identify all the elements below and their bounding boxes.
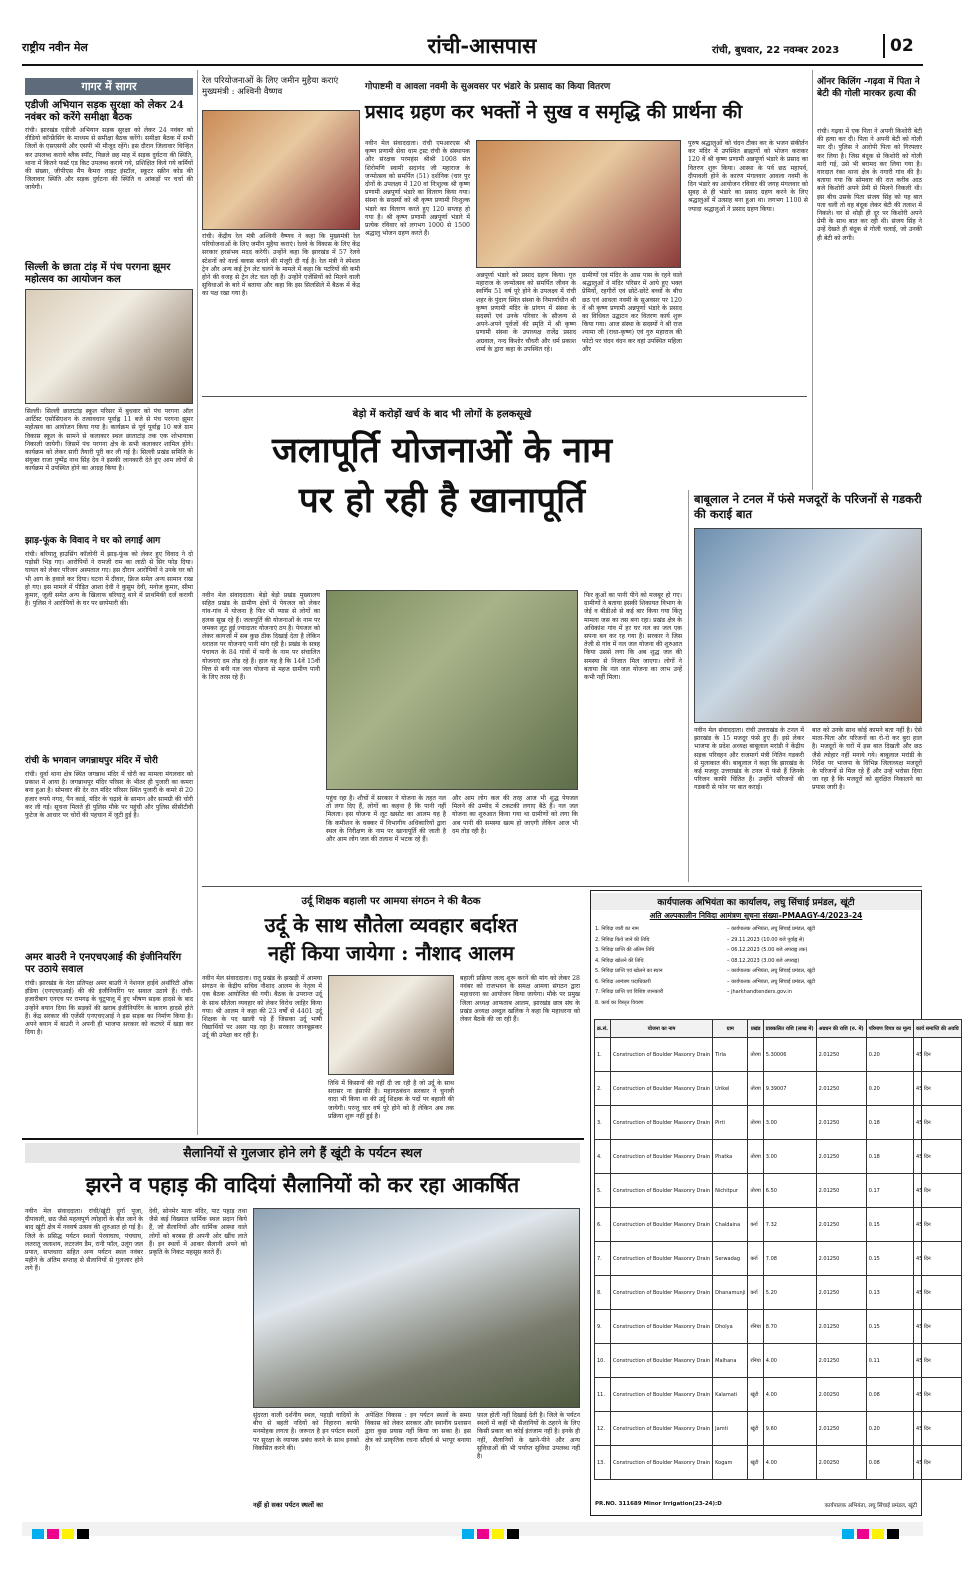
tender-cell-no: 9. [595,1310,611,1344]
tender-cell-emd: 2.01250 [816,1140,866,1174]
tender-cell-fee: 0.08 [866,1378,913,1412]
col-header: ग्राम [713,1020,748,1038]
brief-3-headline: झाड़-फूंक के विवाद ने घर को लगाई आग [25,536,161,546]
tender-cell-no: 13. [595,1446,611,1480]
bhandara-photo-1 [476,140,681,268]
tender-cell-period: 45 दिन [914,1412,962,1446]
masthead-rule [22,64,923,66]
tender-info-label: 7. निविदा प्राप्ति एवं विशिष्ट जानकारी [595,989,664,995]
tender-cell-emd: 2.01250 [816,1412,866,1446]
tourism-body-5: फ़ाल होती नहीं दिखाई देती है। जिले के पर्यटन स्थलों में कहीं भी सैलानियों के ठहरने के लिए किसी प्रकार का कोई इंतजाम नहीं है। इनके ही नहीं, सैलानियों के खाने-पीने और अन्य सुविधाओं की भी पर्याप्त सुविधा उपलब्ध नहीं है। [477,1412,580,1461]
tender-cell-amt: 4.00 [763,1446,816,1480]
silli-meeting-photo [25,289,193,404]
urdu-body-3: बहाली प्रक्रिया जल्द शुरू करने की मांग को लेकर 28 नवंबर को राजभवन के समक्ष आमया संगठन द्वारा महाधरना का आयोजन किया जायेगा। मौके पर प्रमुख जिला अध्यक्ष आफताब आलम, झारखंड छात्र संघ के प्रखंड अध्यक्ष अब्दुल खलिक ने कहा कि महाधरना को लेकर बैठकें की जा रही हैं। [460,975,580,1024]
tourism-subhead: नहीं हो सका पर्यटन स्थलों का [253,1501,323,1509]
tender-table-row [595,1174,962,1208]
tender-cell-fee: 0.08 [866,1446,913,1480]
col-header: कार्य समाप्ति की अवधि [914,1020,962,1038]
tender-cell-no: 1. [595,1038,611,1072]
tender-cell-work: Construction of Boulder Masonry Drain [611,1242,713,1276]
tender-cell-work: Construction of Boulder Masonry Drain [611,1208,713,1242]
tender-cell-fee: 0.13 [866,1276,913,1310]
tourism-headline: झरने व पहाड़ की वादियां सैलानियों को कर रहा आकर्षित [85,1172,520,1197]
tender-cell-work: Construction of Boulder Masonry Drain [611,1072,713,1106]
tender-info-label: 3. निविदा प्राप्ति की अंतिम तिथि [595,947,655,953]
urdu-kicker: उर्दू शिक्षक बहाली पर आमया संगठन ने की बैठक [301,896,481,907]
tender-cell-period: 45 दिन [914,1106,962,1140]
tender-info-value: – 29.11.2023 (10.00 बजे पूर्वाह्न से) [727,936,805,943]
tender-cell-emd: 2.01250 [816,1310,866,1344]
tender-cell-fee: 0.20 [866,1072,913,1106]
babulal-headline: बाबूलाल ने टनल में फंसे मजदूरों के परिजनों से गडकरी की कराई बात [694,492,922,521]
water-headline-2: पर हो रही है खानापूर्ति [298,480,586,521]
tender-table-row [595,1072,962,1106]
tender-cell-fee: 0.20 [866,1038,913,1072]
babulal-gadkari-photo [694,528,922,723]
cyan-swatch [462,1529,474,1539]
water-body-1: नवीन मेल संवाददाता। बेड़ो बेड़ो प्रखंड मुख्यालय सहित प्रखंड के ग्रामीण क्षेत्रों में पेयजल को लेकर गांव-गांव में योजना है फिर भी प्यास से लोगों का हलक सूख रहे हैं। जलापूर्ति की योजनाओं के नाम पर जमकर लूट हुई ज्यादातर योजनाएं ठप है। पेयजल को लेकर कागजों में सब कुछ ठीक दिखाई देता है लेकिन धरातल पर योजनाएं पानी मांग रही है। प्रखंड के सत्रह पंचायत के 84 गांवों में पानी के नाम पर संचालित योजनाएं दम तोड़ रहे हैं। हाल यह है कि 14वें 15वीं वित्त से बनी नल जल योजना से महज ग्रामीण पानी के लिए तरस रहे हैं। [202,592,320,682]
tender-office: कार्यपालक अभियंता का कार्यालय, लघु सिंचाई प्रमंडल, खूंटी [591,893,921,910]
tender-info-value: – कार्यपालक अभियंता, लघु सिंचाई प्रमंडल, खूंटी [727,968,816,974]
tender-cell-emd: 2.01250 [816,1208,866,1242]
cmyk-bar [22,1522,923,1536]
tourism-body-2: देवी, सोनमेर माता मंदिर, पाट पहाड़ तथा जैसे कई विख्यात धार्मिक स्थल प्रदान किये हैं, जो सैलानियों और धार्मिक आस्था वाले लोगों को बरबस ही अपनी ओर खींच लाते हैं। इन स्थलों में आकर सैलानी अपने को प्रकृति के निकट महसूस करते हैं। [149,1208,247,1257]
tender-table-row [595,1412,962,1446]
tender-cell-period: 45 दिन [914,1242,962,1276]
water-headline-1: जलापूर्ति योजनाओं के नाम [271,430,613,471]
cmyk-swatches-mid [462,1524,522,1543]
tender-cell-work: Construction of Boulder Masonry Drain [611,1174,713,1208]
col-header: योजना का नाम [611,1020,713,1038]
tender-cell-village: Dhanamunji [713,1276,748,1310]
tourism-body-1: नवीन मेल संवाददाता। रांची/खूंटी दुर्गा पूजा, दीपावली, छठ जैसे महत्वपूर्ण त्योहारों के बीत जाने के बाद खूंटी क्षेत्र में नववर्ष उत्सव की शुरुआत हो गई है। जिले के प्रसिद्ध पर्यटन स्थलों पेरवाघाघ, पंचघाघ, लतरातू जलाशय, लटरजंग डैम, रानी फॉल, उलूंग जल प्रपात, सप्तधारा सहित अन्य पर्यटन स्थल नवंबर महीने के अंतिम सप्ताह से सैलानियों से गुलजार होने लगे हैं। [25,1208,143,1273]
brief-4-headline: रांची के भगवान जगन्नाथपुर मंदिर में चोरी [25,756,158,766]
yellow-swatch [872,1529,884,1539]
brief-4-body: रांची। धुर्वा थाना क्षेत्र स्थित जगन्नाथ मंदिर में चोरी का मामला मंगलवार को प्रकाश में आया है। जगन्नाथपुर मंदिर परिसर के भीतर ही पुजारी का कमरा बना हुआ है। सोमवार की देर रात मंदिर परिसर स्थित पुजारी के कमरे से 20 हजार रुपये नगद, पैन कार्ड, मंदिर के चढ़ावे के सामान और सामग्री की चोरी कर ली गई। सूचना मिलते ही पुलिस मौके पर पहुंची और पुलिस सीसीटीवी फुटेज के आधार पर चोरों की पहचान में जुटी हुई है। [25,771,193,820]
tender-cell-block: तोरपा [748,1140,763,1174]
tender-cell-amt: 9.60 [763,1412,816,1446]
page-number-divider [883,34,885,58]
tender-cell-amt: 4.00 [763,1378,816,1412]
bhandara-body-3: ग्रामीणों एवं मंदिर के आस पास के रहने वाले श्रद्धालुओं ने मंदिर परिसर में आये हुए भक्त प्रेमियों, रहगीरों एवं छोटे-छोटे बच्चों के बीच छठ एवं आवला नवमी के सुअवसर पर 120 वें श्री कृष्ण प्रणामी अन्नपूर्णा भंडारे के प्रसाद का विधिवत उद्घाटन कर वितरण कार्य शुरू किया गया। आज संस्था के सदस्यों ने श्री राज श्यामा जी (राधा-कृष्ण) एवं गुरु महाराज की फोटो पर चंदन वंदन कर वहां उपस्थित महिला और [582,272,682,353]
tender-cell-village: Nichitpur [713,1174,748,1208]
tender-cell-block: तोरपा [748,1038,763,1072]
tender-cell-work: Construction of Boulder Masonry Drain [611,1310,713,1344]
tender-cell-fee: 0.20 [866,1412,913,1446]
page-number: 02 [890,36,914,56]
col-divider-1 [197,70,198,1135]
tender-info-label: 6. निविदा आमंत्रण पदाधिकारी [595,978,651,985]
tender-title: अति अल्पकालीन निविदा आमंत्रण सूचना संख्या–PMAAGY-4/2023-24 [649,911,863,920]
tender-cell-work: Construction of Boulder Masonry Drain [611,1038,713,1072]
tourism-body-4: अपेक्षित विकास : इन पर्यटन स्थलों के समग्र विकास को लेकर सरकार और स्थानीय प्रशासन द्वारा कुछ प्रयास नहीं किया जा सका है। इस क्षेत्र को प्राकृतिक रचना सौंदर्य से भरपूर बनाया है। [365,1412,471,1452]
tender-cell-work: Construction of Boulder Masonry Drain [611,1412,713,1446]
tender-table-row [595,1242,962,1276]
tender-cell-village: Dholya [713,1310,748,1344]
tender-pr-number: PR.NO. 311689 Minor Irrigation(23-24):D [595,1501,722,1507]
babulal-body-2: बात को उनके साथ कोई कामने बता नहीं है। ऐसे माता-पिता और परिजनों का रो-रो कर बुरा हाल है। मजदूरों के घरों में इस बात दिखती और छठ जैसे त्योहार नहीं मनाये गये। बाबूलाल मरांडी के निर्देश पर भाजपा के विभिन्न जिलाध्यक्ष मजदूरों के परिजनों से मिल रहे हैं और उन्हें भरोसा दिया जा रहा है कि मजदूरों को सुरक्षित निकालने का प्रयास जारी है। [812,727,922,792]
tender-cell-work: Construction of Boulder Masonry Drain [611,1378,713,1412]
bhandara-body-4: पुरुष श्रद्धालुओं को चंदन टीका कर के भजन संकीर्तन कर मंदिर में उपस्थित ब्राह्मणों को भोजन कराकर 120 वें श्री कृष्ण प्रणामी अन्नपूर्णा भंडारे के प्रसाद का वितरण शुरू किया। आस्था के पर्व छठ महापर्व, दीपावली होने के कारण मंगलवार आवला नवमी के दिन भंडारे का आयोजन रविवार की जगह मंगलवार को सुबह से ही भंडारे का प्रसाद ग्रहण करने के लिए श्रद्धालुओं में उत्साह बना हुआ था। लगभग 1100 से ज्यादा श्रद्धालुओं ने प्रसाद ग्रहण किया। [688,140,808,213]
tender-info-label: 1. निविदा जारी का नाम [595,926,639,932]
tender-cell-amt: 7.08 [763,1242,816,1276]
tender-cell-village: Serwadag [713,1242,748,1276]
tender-cell-period: 45 दिन [914,1072,962,1106]
tender-cell-amt: 5.30006 [763,1038,816,1072]
magenta-swatch [47,1529,59,1539]
tender-cell-emd: 2.01250 [816,1344,866,1378]
tender-table-header [595,1020,962,1038]
tourism-kicker: सैलानियों से गुलजार होने लगे हैं खूंटी के पर्यटन स्थल [25,1143,580,1163]
tender-cell-fee: 0.18 [866,1106,913,1140]
yellow-swatch [62,1529,74,1539]
tender-cell-block: खूंटी [748,1378,763,1412]
tender-cell-amt: 5.20 [763,1276,816,1310]
tender-cell-block: तोरपा [748,1174,763,1208]
black-swatch [507,1529,519,1539]
tender-footer [595,1501,917,1513]
tender-table-wrap [594,1019,959,1480]
tender-cell-work: Construction of Boulder Masonry Drain [611,1140,713,1174]
rule-mid-2 [202,886,922,887]
honor-killing-headline: ऑनर किलिंग -गढ़वा में पिता ने बेटी की गोली मारकर हत्या की [817,77,920,99]
tender-cell-work: Construction of Boulder Masonry Drain [611,1106,713,1140]
tender-cell-amt: 4.00 [763,1344,816,1378]
tender-cell-period: 45 दिन [914,1446,962,1480]
tender-cell-emd: 2.01250 [816,1072,866,1106]
tender-cell-emd: 2.01250 [816,1242,866,1276]
tender-cell-village: Phatka [713,1140,748,1174]
tender-cell-amt: 7.32 [763,1208,816,1242]
water-tank-photo [326,590,578,790]
tender-cell-amt: 3.00 [763,1106,816,1140]
black-swatch [77,1529,89,1539]
tender-cell-no: 5. [595,1174,611,1208]
tender-cell-emd: 2.00250 [816,1378,866,1412]
tender-cell-village: Kogam [713,1446,748,1480]
bhandara-kicker: गोपाष्टमी व आवला नवमी के सुअवसर पर भंडारे के प्रसाद का किया वितरण [365,82,611,92]
tourism-body-3: सुंदरता वाली दर्शनीय स्थल, पहाड़ी वादियों के बीच से बहती नदियों को निहारना काफी मनमोहक लगता है। जरूरत है इन पर्यटन स्थलों पर सुरक्षा के व्यापक प्रबंध करने के साथ इनको विकसित करने की। [253,1412,359,1452]
tender-cell-period: 45 दिन [914,1344,962,1378]
tender-cell-fee: 0.18 [866,1140,913,1174]
tender-cell-village: Kalamati [713,1378,748,1412]
urdu-body-1: नवीन मेल संवाददाता। रातू प्रखंड के झखड़ी में आमया संगठन के केंद्रीय सचिव नौशाद आलम के नेतृत्व में एक बैठक आयोजित की गयी। बैठक के उपरान्त उर्दू के साथ सौतेला व्यवहार को लेकर विरोध जाहिर किया गया। श्री आलम ने कहा की 23 वर्षों से 4401 उर्दू शिक्षक के पद खाली पड़े हैं जिसका उर्दू भाषी विद्यार्थियों पर असर पड़ रहा है। सरकार जानबूझकर उर्दू की उपेक्षा कर रही है। [202,975,322,1040]
brief-3-body: रांची। बरियातू हाउसिंग कॉलोनी में झाड़-फूंक को लेकर हुए विवाद ने दो पड़ोसी भिड़ गए। आरोपियों ने रामजी राम का लाठी से सिर फोड़ दिया। घायल को लेकर परिजन अस्पताल गए। इस दौरान आरोपियों ने उनके घर को भी आग के हवाले कर दिया। घटना में दीवार, फ्रिज समेत अन्य सामान राख हो गए। इस मामले में पीड़ित आशा देवी ने कुसुम देवी, मनोज कुमार, सीमा कुमार, जूली समेत अन्य के खिलाफ बरियातू थाने में प्राथमिकी दर्ज करायी है। पुलिस ने आरोपियों के घर पर छापेमारी की। [25,551,193,608]
col-header: प्रखंड [748,1020,763,1038]
tender-cell-block: तोरपा [748,1106,763,1140]
tender-cell-fee: 0.15 [866,1310,913,1344]
tender-cell-period: 45 दिन [914,1378,962,1412]
brief-1-headline: एडीजी अभियान सड़क सुरक्षा को लेकर 24 नवंबर को करेंगे समीक्षा बैठक [25,100,184,123]
tender-cell-no: 12. [595,1412,611,1446]
tender-cell-village: Chaldaina [713,1208,748,1242]
tender-cell-period: 45 दिन [914,1140,962,1174]
tender-cell-amt: 8.70 [763,1310,816,1344]
tender-cell-no: 10. [595,1344,611,1378]
col-divider-2 [812,70,813,490]
water-kicker: बेड़ो में करोड़ों खर्च के बाद भी लोगों के हलकसूखे [352,409,532,420]
tender-cell-village: Urikel [713,1072,748,1106]
tender-info-label: 4. निविदा खोलने की तिथि [595,957,644,964]
tender-info-label: 8. कार्य का विस्तृत विवरण [595,999,644,1006]
tender-cell-block: कर्रा [748,1276,763,1310]
honor-killing-body: रांची। गढ़वा में एक पिता ने अपनी किशोरी बेटी की हत्या कर दी। पिता ने अपनी बेटी को गोली मार दी। पुलिस ने आरोपी पिता को गिरफ्तार कर लिया है। जिस बंदूक से किशोरी को गोली मारी गई, उसे भी बरामद कर लिया गया है। वारदात रंका थाना क्षेत्र के नगारी गांव की है। बताया गया कि सोमवार की रात करीब आठ बजे किशोरी अपने प्रेमी से मिलने निकली थी। इस बीच उसके पिता संजय सिंह को यह बात पता चली तो वह बंदूक लेकर बेटी की तलाश में निकले। घर से थोड़ी ही दूर पर किशोरी अपने प्रेमी के साथ बात कर रही थी। संजय सिंह ने उन्हें देखते ही बंदूक से गोली चलाई, जो उनकी ही बेटी को लगी। [817,128,922,242]
water-body-2: पहुंच रहा है। शौचों में सरकार ने योजना के तहत नल तो लगा दिए हैं, लोगों का कहना है कि पानी नहीं मिलता। इस योजना में लूट खसोट का आलम यह है कि कमीशन के चक्कर में विभागीय अधिकारियों द्वारा स्थल के निरीक्षण के नाम पर खानापूर्ति की जाती है और आम लोग जल की तलाश में भटक रहे हैं। [326,795,446,844]
waterfall-photo [253,1208,580,1408]
tender-cell-no: 7. [595,1242,611,1276]
brief-5-body: रांची। झारखंड के नेता प्रतिपक्ष अमर बाउरी ने नेशनल हाईवे अथॉरिटी ऑफ इंडिया (एनएचएआई) की की इंजीनियरिंग पर सवाल उठाये हैं। रांची-हजारीबाग एनएच पर रामगढ़ के चुटूपालू में हुए भीषण सड़क हादसे के बाद उन्होंने बयान दिया कि सड़कों की खराब इंजीनियरिंग के कारण हादसे होते हैं। केंद्र सरकार की एजेंसी एनएचएआई ने इस सड़क का निर्माण किया है। अपने बयान में बाउरी ने अपनी ही भाजपा सरकार को कटघरे में खड़ा कर दिया है। [25,980,193,1037]
tender-info-value: – कार्यपालक अभियंता, लघु सिंचाई प्रमंडल, खूंटी [727,978,816,985]
tender-info-value: – 06.12.2023 (5.00 बजे अपराह्न तक) [727,947,808,953]
tender-info-label: 2. निविदा किये जाने की तिथि [595,936,650,943]
tender-cell-no: 2. [595,1072,611,1106]
tender-cell-period: 45 दिन [914,1310,962,1344]
tender-cell-fee: 0.15 [866,1242,913,1276]
tender-info-block [595,924,917,1016]
tender-table-row [595,1276,962,1310]
tender-cell-no: 11. [595,1378,611,1412]
tender-cell-village: Malhana [713,1344,748,1378]
tender-cell-work: Construction of Boulder Masonry Drain [611,1344,713,1378]
tender-cell-emd: 2.01250 [816,1106,866,1140]
magenta-swatch [857,1529,869,1539]
tender-cell-village: Jamti [713,1412,748,1446]
tender-info-label: 5. निविदा प्राप्ति एवं खोलने का स्थान [595,968,663,974]
tender-table-row [595,1208,962,1242]
tender-cell-fee: 0.11 [866,1344,913,1378]
paper-name: राष्ट्रीय नवीन मेल [22,41,88,54]
brief-2-body: सिल्ली। सिल्ली छाताटांड़ स्कूल परिसर में बुधवार को पंच परगना ऑल आर्टिस्ट एसोसिएशन के तत्वावधान पूर्वाह्न 11 बजे से पंच परगना झूमर महोत्सव का आयोजन किया गया है। कार्यक्रम से पूर्व पूर्वाह्न 10 बजे ग्राम विकास स्कूल के सामने से कलाकार स्थल छाताटांड़ तक एक शोभायात्रा निकाली जायेगी। जिसमें पंच परगना क्षेत्र के सभी कलाकार शामिल होंगे। कार्यक्रम को लेकर सारी तैयारी पूरी कर ली गई है। सिल्ली प्रखंड समिति के संयुक्त राजा पुष्पेंद्र नाथ सिंह देव ने इसकी जानकारी देते हुए आम लोगों से कार्यक्रम में उपस्थित होने का आग्रह किया है। [25,408,193,473]
tender-cell-block: खूंटी [748,1412,763,1446]
tender-cell-period: 45 दिन [914,1276,962,1310]
tender-cell-work: Construction of Boulder Masonry Drain [611,1446,713,1480]
col-header: परिमाण विपत्र का मूल्य [866,1020,913,1038]
rule-mid-1 [202,396,807,397]
rule-mid-3 [22,1138,584,1140]
tender-cell-village: Tirla [713,1038,748,1072]
cmyk-swatches-left [32,1524,92,1543]
tender-cell-block: रनिया [748,1344,763,1378]
magenta-swatch [477,1529,489,1539]
urdu-headline-1: उर्दू के साथ सौतेला व्यवहार बर्दाश्त [264,913,518,937]
tender-cell-block: कर्रा [748,1208,763,1242]
tender-cell-block: कर्रा [748,1242,763,1276]
tender-notice [590,890,959,1516]
tender-cell-period: 45 दिन [914,1174,962,1208]
cmyk-swatches-right [842,1524,902,1543]
tender-cell-emd: 2.01250 [816,1174,866,1208]
urdu-body-2: तिथि में किसानों की नहीं दी जा रही है जो उर्दू के साथ सरासर ना इंसाफी है। महागठबंधन सरकार ने चुनावी वादा भी किया था की उर्दू शिक्षक के पदों पर बहाली की जायेगी। परन्तु चार वर्ष पूरे होने को है लेकिन अब तक प्रक्रिया शुरू नहीं हुई है। [328,1080,454,1120]
tender-cell-emd: 2.01250 [816,1038,866,1072]
tender-table [594,1019,962,1480]
railway-body: रांची। केंद्रीय रेल मंत्री अश्विनी वैष्णव ने कहा कि मुख्यमंत्री रेल परियोजनाओं के लिए जमीन मुहैया कराएं। रेलवे के विकास के लिए केंद्र सरकार हरसंभव मदद करेगी। उन्होंने कहा कि झारखंड में 57 रेलवे स्टेशनों को वर्ल्ड क्लास बनाने की मंजूरी दी गई है। रेल मंत्री ने स्पेशल ट्रेन और अन्य कई ट्रेन लेट चलने के मामले में कहा कि पटरियों की कमी होने की वजह से ट्रेन लेट चल रही हैं। उन्होंने एजेंसियों को मिलने वाली सुविधाओं के बारे में बताया और कहा कि इस सिलसिले में बैठक में केंद्र का पक्ष रखा गया है। [202,233,360,298]
tender-cell-no: 6. [595,1208,611,1242]
tender-table-row [595,1344,962,1378]
bhandara-headline: प्रसाद ग्रहण कर भक्तों ने सुख व समृद्धि की प्रार्थना की [365,101,743,123]
tender-table-row [595,1378,962,1412]
dateline: रांची, बुधवार, 22 नवम्बर 2023 [712,45,840,56]
tender-signatory: कार्यपालक अभियंता, लघु सिंचाई प्रमंडल, खूंटी [824,1503,917,1509]
cyan-swatch [842,1529,854,1539]
black-swatch [887,1529,899,1539]
col-header: प्राक्कलित राशि (लाख में) [763,1020,816,1038]
tender-info-values [727,924,917,998]
tender-cell-amt: 9.39007 [763,1072,816,1106]
tender-cell-block: रनिया [748,1310,763,1344]
bhandara-body-1: नवीन मेल संवाददाता। रांची एमआरएस श्री कृष्ण प्रणामी सेवा धाम ट्रस्ट रांची के संस्थापक और संरक्षक परमहंस श्रीश्री 1008 संत शिरोमणि स्वामी सदानंद जी महाराज के जन्मोत्सव को समर्पित (51) दर्शनिक (चार पुर दोनों के उपलक्ष्य में 120 वां निःशुल्क श्री कृष्ण प्रणामी अन्नपूर्णा भंडारे का वितरण किया गया। संस्था के सदस्यों को श्री कृष्ण प्रणामी निःशुल्क भंडारे का वितरण करते हुए 120 सप्ताह हो गया है। श्री कृष्ण प्रणामी अन्नपूर्णा भंडारे में प्रत्येक रविवार को लगभग 1000 से 1500 श्रद्धालु भोजन ग्रहण करते हैं। [365,140,470,238]
brief-5-headline: अमर बाउरी ने एनएचएआई की इंजीनियरिंग पर उठाये सवाल [25,952,182,975]
urdu-meeting-photo [328,975,454,1075]
tender-info-value: – 08.12.2023 (3.00 बजे अपराह्न) [727,957,800,964]
tender-cell-emd: 2.00250 [816,1446,866,1480]
tender-cell-amt: 3.00 [763,1140,816,1174]
urdu-headline-2: नहीं किया जायेगा : नौशाद आलम [267,941,515,965]
tender-cell-village: Pirti [713,1106,748,1140]
tender-cell-period: 45 दिन [914,1038,962,1072]
tender-table-row [595,1140,962,1174]
tender-table-row [595,1446,962,1480]
tender-cell-fee: 0.15 [866,1208,913,1242]
tender-table-row [595,1038,962,1072]
tender-table-row [595,1310,962,1344]
brief-2-headline: सिल्ली के छाता टांड़ में पंच परगना झूमर महोत्सव का आयोजन कल [25,262,171,285]
tender-cell-no: 8. [595,1276,611,1310]
tender-cell-work: Construction of Boulder Masonry Drain [611,1276,713,1310]
tender-cell-block: खूंटी [748,1446,763,1480]
tender-table-row [595,1106,962,1140]
masthead [22,30,923,62]
gagar-banner: गागर में सागर [25,78,193,95]
tender-cell-no: 3. [595,1106,611,1140]
babulal-body-1: नवीन मेल संवाददाता। रांची उत्तराखंड के टनल में झारखंड के 15 मजदूर फंसे हुए हैं। इसे लेकर भाजपा के प्रदेश अध्यक्ष बाबूलाल मरांडी ने केंद्रीय सड़क परिवहन और राजमार्ग मंत्री नितिन गडकरी से मुलाकात की। बाबूलाल ने कहा कि झारखंड के कई मजदूर उत्तराखंड के टनल में फंसे हैं जिनके परिजन काफी चिंतित हैं। उन्होंने परिजनों की गडकरी से फोन पर बात कराई। [694,727,804,792]
tender-cell-no: 4. [595,1140,611,1174]
tender-cell-fee: 0.17 [866,1174,913,1208]
water-body-4: फिर कुओं का पानी पीने को मजबूर हो गए। ग्रामीणों ने बताया इसकी शिकायत विभाग के जेई व बीडीओ से कई बार किया गया किंतु मामला जस का तस बना रहा। प्रखंड क्षेत्र के अधिकांश गांव में हर घर नल का जल एक सपना बन कर रह गया है। सरकार ने जिस तेजी से गांव में नल जल योजना की शुरुआत किया उससे लगा कि अब शुद्ध जल की समस्या से निजात मिल जाएगा। लोगों ने बताया कि नल जल योजना का लाभ उन्हें कभी नहीं मिला। [584,592,682,682]
tender-info-value: – कार्यपालक अभियंता, लघु सिंचाई प्रमंडल, खूंटी [727,926,816,932]
yellow-swatch [492,1529,504,1539]
section-title: रांची-आसपास [427,33,537,58]
railway-headline: रेल परियोजनाओं के लिए जमीन मुहैया कराएं मुख्यमंत्री : अश्विनी वैष्णव [202,76,339,97]
tender-info-value: – jharkhandtenders.gov.in [727,989,792,995]
tender-info-labels [595,924,725,1008]
tender-cell-emd: 2.01250 [816,1276,866,1310]
brief-1-body: रांची। झारखंड एडीजी अभियान सड़क सुरक्षा को लेकर 24 नवंबर को वीडियो कॉन्फ्रेंसिंग के माध्यम से समीक्षा बैठक करेंगे। समीक्षा बैठक में सभी जिलों के एसएसपी और एसपी भी मौजूद रहेंगे। इस दौरान जिलावार चिन्हित कर उपलब्ध कराये ब्लैक स्पॉट, पिछले छह माह में सड़क दुर्घटना की स्थिति, थाना में कितने फर्स्ट एड किट उपलब्ध कराये गये, प्रशिक्षित किये गये कर्मियों की संख्या, जीपीएस मैप कैमरा लाइट इंस्टॉल, स्कूटर स्क्रीन कोड की जिलावार स्थिति और सड़क दुर्घटना की स्थिति व आंकड़ों पर चर्चा की जायेगी। [25,127,193,192]
col-header: अग्रधन की राशि (रु. में) [816,1020,866,1038]
tender-cell-amt: 6.50 [763,1174,816,1208]
tender-cell-period: 45 दिन [914,1208,962,1242]
bhandara-body-2: अन्नपूर्णा भंडारे को प्रसाद ग्रहण किया। गुरु महाराज के जन्मोत्सव को समर्पित जीवन के स्वर्णिम 51 वर्ष पूरे होने के उपलक्ष्य में रांची शहर के पुंदाग स्थित संस्था के निमार्णाधीन श्री कृष्ण प्रणामी मंदिर के प्रांगण में संस्था के सदस्यों एवं उनके परिवार के सौजन्य से अपने-अपने पूर्वजों की स्मृति में श्री कृष्ण प्रणामी संस्था के उपाध्यक्ष राजेंद्र प्रसाद अग्रवाल, नन्द किशोर चौधरी और धर्म प्रकाश शर्मा के द्वारा कहा के उपस्थित रहे। [476,272,576,353]
cyan-swatch [32,1529,44,1539]
railway-minister-photo [202,110,360,230]
col-divider-3 [688,490,689,882]
water-body-3: और आम लोग कल की तरह आज भी शुद्ध पेयजल मिलने की उम्मीद में टकटकी लगाए बैठे हैं। नल जल योजना का शुरुआत किया गया था ग्रामीणों को लगा कि अब पानी की समस्या खत्म हो जाएगी लेकिन आज भी दम तोड़ रही है। [452,795,578,835]
col-header: क्र.सं. [595,1020,611,1038]
tender-cell-block: तोरपा [748,1072,763,1106]
